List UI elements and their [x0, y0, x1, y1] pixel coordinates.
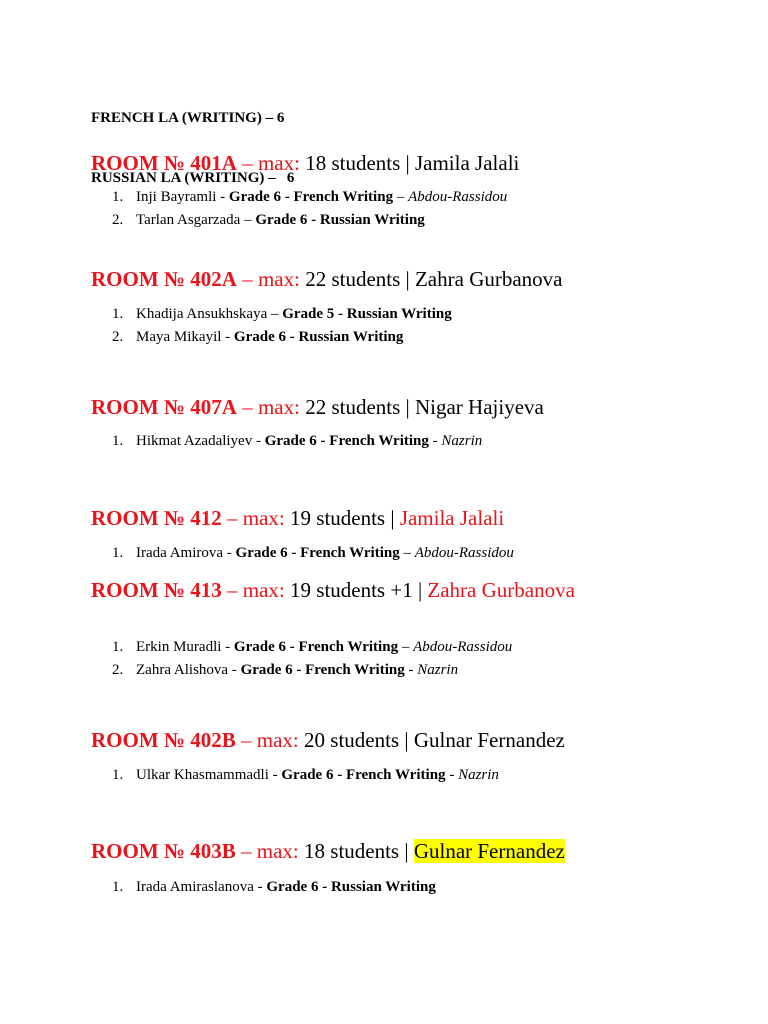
- max-label: – max:: [236, 395, 300, 419]
- student-list-401a: [112, 186, 507, 232]
- student-name: Ulkar Khasmammadli -: [136, 767, 282, 783]
- student-name: Irada Amiraslanova -: [136, 879, 267, 895]
- list-item: [112, 326, 452, 349]
- max-label: – max:: [236, 151, 300, 175]
- room-number: ROOM № 407A: [91, 395, 237, 419]
- grade-subject: Grade 6 - Russian Writing: [233, 329, 404, 345]
- student-name: Tarlan Asgarzada –: [136, 212, 256, 228]
- separator: -: [404, 662, 418, 678]
- room-teacher: Gulnar Fernandez: [413, 728, 565, 752]
- student-list-403b: [112, 876, 436, 899]
- room-teacher: Zahra Gurbanova: [427, 578, 575, 602]
- room-heading-407a: [91, 394, 544, 420]
- max-label: – max:: [236, 267, 300, 291]
- item-number: 1.: [112, 433, 124, 449]
- student-name: Irada Amirova -: [136, 545, 236, 561]
- max-label: – max:: [221, 578, 285, 602]
- room-teacher-highlighted: Gulnar Fernandez: [413, 839, 565, 863]
- room-number: ROOM № 412: [91, 506, 222, 530]
- room-number: ROOM № 401A: [91, 151, 237, 175]
- student-name: Maya Mikayil -: [136, 329, 234, 345]
- header-line-russian: RUSSIAN LA (WRITING) – 6: [91, 170, 295, 186]
- room-heading-413: [91, 577, 575, 603]
- grade-subject: Grade 6 - French Writing: [281, 767, 446, 783]
- room-capacity: 19 students |: [284, 506, 400, 530]
- student-list-413: [112, 636, 512, 682]
- room-capacity: 18 students |: [298, 839, 414, 863]
- student-list-407a: [112, 430, 482, 453]
- item-number: 1.: [112, 767, 124, 783]
- room-capacity: 19 students +1 |: [284, 578, 428, 602]
- grade-subject: Grade 5 - Russian Writing: [282, 306, 452, 322]
- room-number: ROOM № 403B: [91, 839, 236, 863]
- grade-subject: Grade 6 - French Writing: [233, 639, 399, 655]
- grade-subject: Grade 6 - French Writing: [240, 662, 405, 678]
- grade-subject: Grade 6 - French Writing: [235, 545, 400, 561]
- list-item: [112, 876, 436, 899]
- separator: -: [428, 433, 442, 449]
- separator: –: [399, 545, 415, 561]
- subject-teacher: Abdou-Rassidou: [413, 639, 513, 655]
- room-teacher: Jamila Jalali: [399, 506, 505, 530]
- room-heading-401a: [91, 150, 519, 176]
- list-item: [112, 636, 512, 659]
- item-number: 1.: [112, 306, 124, 322]
- item-number: 2.: [112, 212, 124, 228]
- item-number: 1.: [112, 639, 124, 655]
- room-teacher: Nigar Hajiyeva: [414, 395, 544, 419]
- max-label: – max:: [235, 728, 299, 752]
- grade-subject: Grade 6 - Russian Writing: [266, 879, 436, 895]
- subject-teacher: Abdou-Rassidou: [408, 189, 508, 205]
- room-capacity: 20 students |: [298, 728, 414, 752]
- room-capacity: 22 students |: [299, 267, 415, 291]
- room-capacity: 18 students |: [299, 151, 415, 175]
- grade-subject: Grade 6 - Russian Writing: [255, 212, 425, 228]
- student-list-402b: [112, 764, 499, 787]
- student-list-402a: [112, 303, 452, 349]
- student-name: Hikmat Azadaliyev -: [136, 433, 265, 449]
- grade-subject: Grade 6 - French Writing: [228, 189, 394, 205]
- list-item: [112, 303, 452, 326]
- separator: -: [445, 767, 459, 783]
- room-heading-402b: [91, 727, 565, 753]
- subject-teacher: Nazrin: [417, 662, 459, 678]
- item-number: 2.: [112, 329, 124, 345]
- room-number: ROOM № 402A: [91, 267, 237, 291]
- item-number: 1.: [112, 189, 124, 205]
- list-item: [112, 764, 499, 787]
- list-item: [112, 430, 482, 453]
- separator: –: [398, 639, 414, 655]
- list-item: [112, 659, 512, 682]
- room-number: ROOM № 402B: [91, 728, 236, 752]
- list-item: [112, 186, 507, 209]
- room-teacher: Jamila Jalali: [414, 151, 520, 175]
- grade-subject: Grade 6 - French Writing: [264, 433, 429, 449]
- subject-teacher: Abdou-Rassidou: [414, 545, 514, 561]
- student-list-412: [112, 542, 514, 565]
- room-heading-412: [91, 505, 504, 531]
- header-line-french: FRENCH LA (WRITING) – 6: [91, 110, 285, 126]
- student-name: Inji Bayramli -: [136, 189, 229, 205]
- room-teacher: Zahra Gurbanova: [414, 267, 563, 291]
- student-name: Khadija Ansukhskaya –: [136, 306, 283, 322]
- student-name: Erkin Muradli -: [136, 639, 234, 655]
- item-number: 2.: [112, 662, 124, 678]
- list-item: [112, 542, 514, 565]
- item-number: 1.: [112, 879, 124, 895]
- separator: –: [393, 189, 409, 205]
- student-name: Zahra Alishova -: [136, 662, 241, 678]
- list-item: [112, 209, 507, 232]
- max-label: – max:: [221, 506, 285, 530]
- subject-teacher: Nazrin: [441, 433, 483, 449]
- room-number: ROOM № 413: [91, 578, 222, 602]
- max-label: – max:: [235, 839, 299, 863]
- room-heading-403b: [91, 838, 565, 864]
- item-number: 1.: [112, 545, 124, 561]
- room-heading-402a: [91, 266, 563, 292]
- room-capacity: 22 students |: [299, 395, 415, 419]
- subject-teacher: Nazrin: [458, 767, 499, 783]
